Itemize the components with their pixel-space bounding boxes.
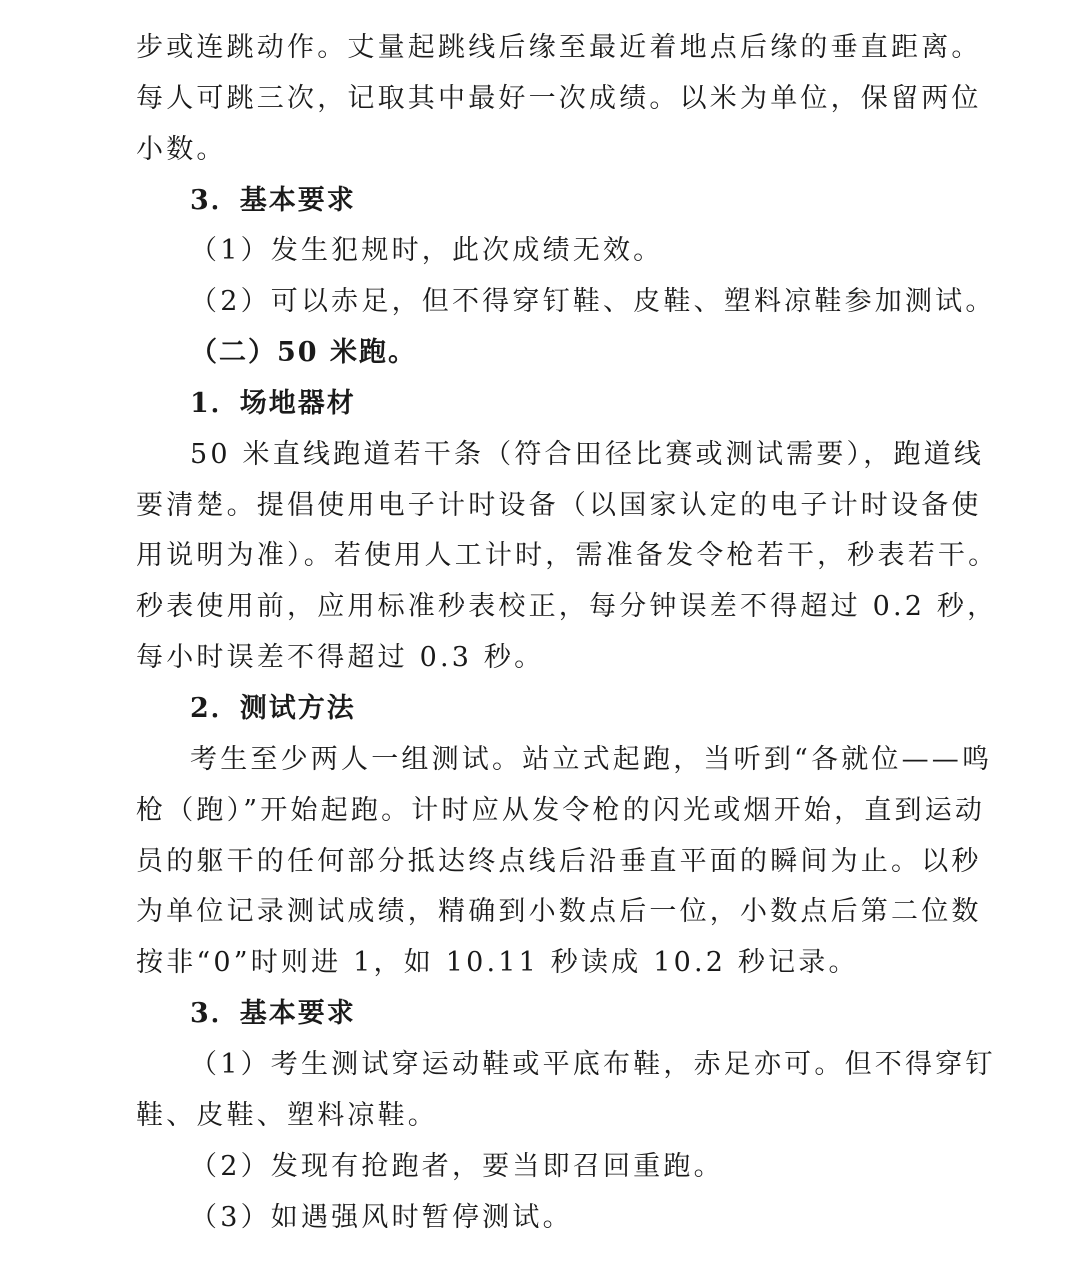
paragraph-line: 要清楚。提倡使用电子计时设备（以国家认定的电子计时设备使 <box>136 490 982 521</box>
paragraph-line: 用说明为准）。若使用人工计时，需准备发令枪若干，秒表若干。 <box>136 540 999 571</box>
chapter-heading: （二）50 米跑。 <box>190 337 417 368</box>
paragraph-line: 小数。 <box>136 134 227 165</box>
paragraph-line: 每人可跳三次，记取其中最好一次成绩。以米为单位，保留两位 <box>136 83 982 114</box>
section-heading: 3．基本要求 <box>190 185 356 216</box>
paragraph-line: 员的躯干的任何部分抵达终点线后沿垂直平面的瞬间为止。以秒 <box>136 846 982 877</box>
paragraph-line: 考生至少两人一组测试。站立式起跑，当听到“各就位——鸣 <box>190 744 993 775</box>
list-item: （2）可以赤足，但不得穿钉鞋、皮鞋、塑料凉鞋参加测试。 <box>190 286 996 317</box>
paragraph-line: 50 米直线跑道若干条（符合田径比赛或测试需要），跑道线 <box>190 439 985 470</box>
paragraph-line: 秒表使用前，应用标准秒表校正，每分钟误差不得超过 0.2 秒， <box>136 591 998 622</box>
list-item: （3）如遇强风时暂停测试。 <box>190 1202 573 1233</box>
paragraph-line: 枪（跑）”开始起跑。计时应从发令枪的闪光或烟开始，直到运动 <box>136 795 986 826</box>
section-heading: 3．基本要求 <box>190 998 356 1029</box>
paragraph-line: 按非“0”时则进 1，如 10.11 秒读成 10.2 秒记录。 <box>136 947 859 978</box>
paragraph-line: 步或连跳动作。丈量起跳线后缘至最近着地点后缘的垂直距离。 <box>136 32 982 63</box>
list-item-continuation: 鞋、皮鞋、塑料凉鞋。 <box>136 1100 438 1131</box>
list-item: （2）发现有抢跑者，要当即召回重跑。 <box>190 1151 724 1182</box>
section-heading: 1．场地器材 <box>190 388 356 419</box>
list-item: （1）发生犯规时，此次成绩无效。 <box>190 235 664 266</box>
paragraph-line: 每小时误差不得超过 0.3 秒。 <box>136 642 545 673</box>
paragraph-line: 为单位记录测试成绩，精确到小数点后一位，小数点后第二位数 <box>136 896 982 927</box>
list-item: （1）考生测试穿运动鞋或平底布鞋，赤足亦可。但不得穿钉 <box>190 1049 996 1080</box>
section-heading: 2．测试方法 <box>190 693 356 724</box>
